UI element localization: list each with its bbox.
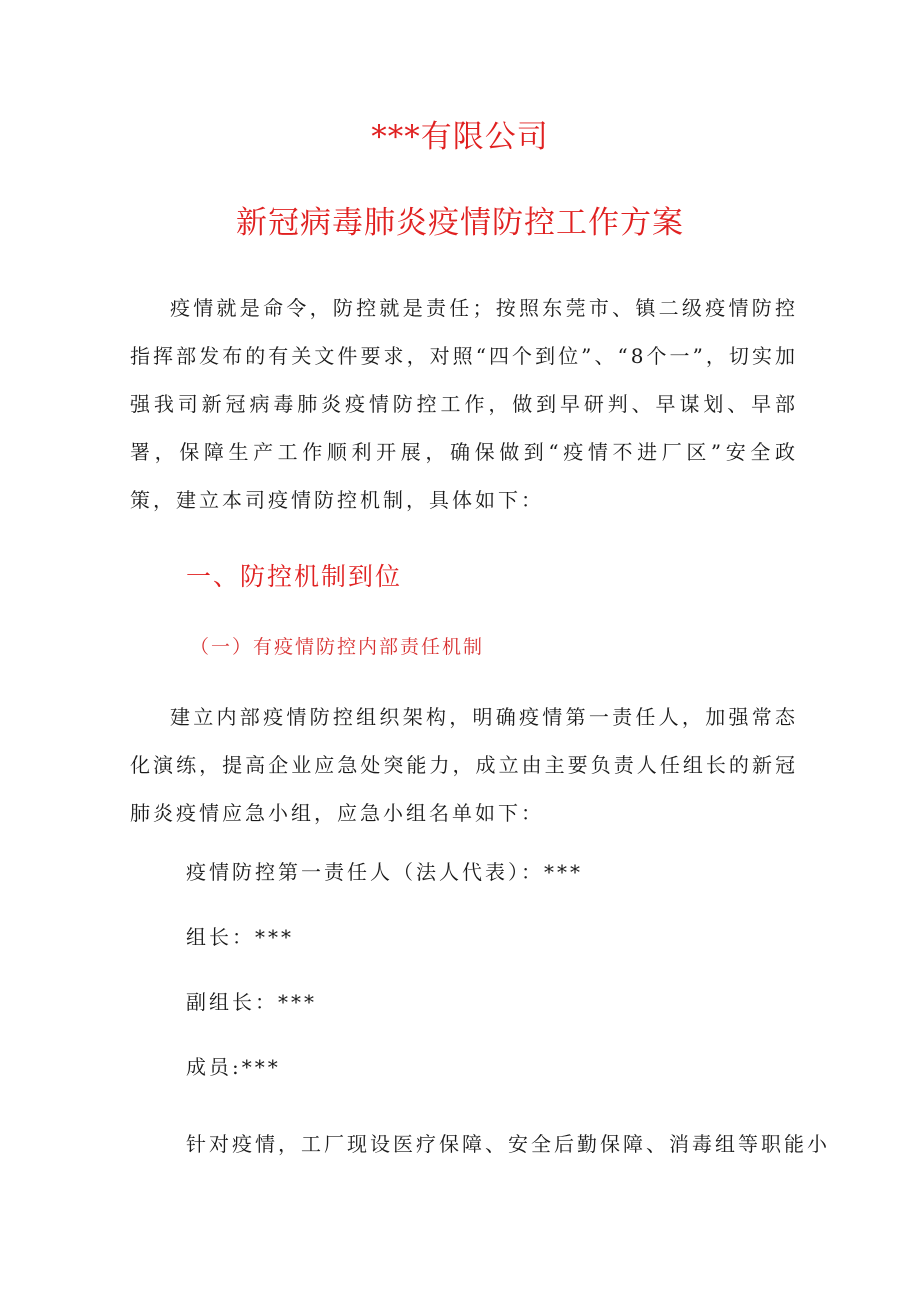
closing-paragraph: 针对疫情，工厂现设医疗保障、安全后勤保障、消毒组等职能小 <box>186 1132 830 1156</box>
section-heading-1: 一、防控机制到位 <box>186 562 403 591</box>
deputy-leader-line: 副组长：*** <box>186 990 317 1014</box>
member-line: 成员:*** <box>186 1055 281 1079</box>
company-title: ***有限公司 <box>371 119 549 155</box>
first-responsible-line: 疫情防控第一责任人（法人代表）：*** <box>186 860 583 884</box>
document-title: 新冠病毒肺炎疫情防控工作方案 <box>236 205 684 241</box>
subsection-heading-1: （一）有疫情防控内部责任机制 <box>190 636 485 658</box>
organization-paragraph: 建立内部疫情防控组织架构，明确疫情第一责任人，加强常态化演练，提高企业应急处突能力，成立由主要负责人任组长的新冠肺炎疫情应急小组，应急小组名单如下： <box>130 705 798 825</box>
intro-paragraph: 疫情就是命令，防控就是责任；按照东莞市、镇二级疫情防控指挥部发布的有关文件要求，对照“四个到位”、“8个一”，切实加强我司新冠病毒肺炎疫情防控工作，做到早研判、早谋划、早部署，保障生产工作顺利开展，确保做到“疫情不进厂区”安全政策，建立本司疫情防控机制，具体如下： <box>130 296 798 512</box>
leader-line: 组长：*** <box>186 925 294 949</box>
